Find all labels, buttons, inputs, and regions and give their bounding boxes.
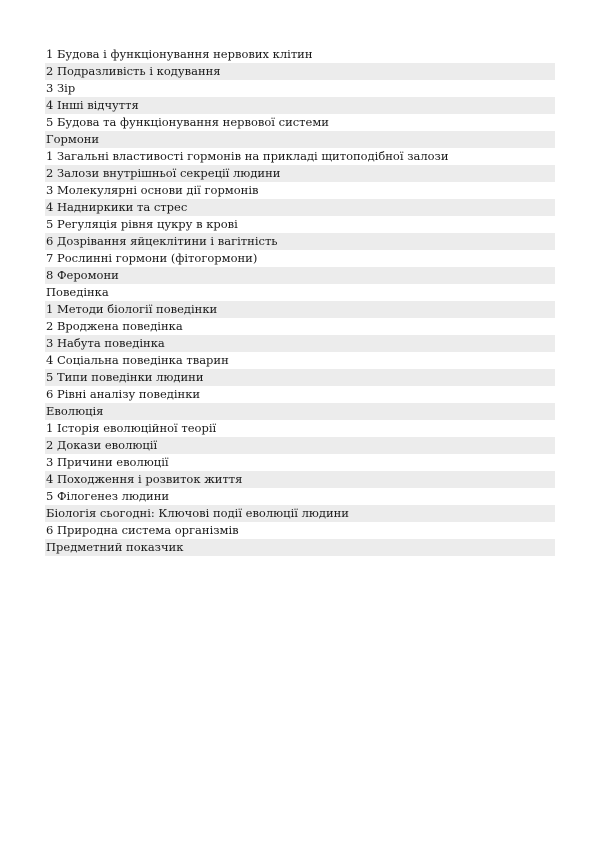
toc-entry[interactable]: 4 Походження і розвиток життя xyxy=(45,471,555,488)
toc-entry[interactable]: 5 Типи поведінки людини xyxy=(45,369,555,386)
toc-entry[interactable]: 1 Історія еволюційної теорії xyxy=(46,421,217,435)
toc-entry[interactable]: 6 Дозрівання яйцеклітини і вагітність xyxy=(45,233,555,250)
toc-entry[interactable]: 2 Подразливість і кодування xyxy=(45,63,555,80)
toc-entry[interactable]: 5 Регуляція рівня цукру в крові xyxy=(46,217,238,231)
toc-entry[interactable]: 3 Причини еволюції xyxy=(46,455,169,469)
toc-entry[interactable]: 6 Природна система організмів xyxy=(46,523,239,537)
toc-section-heading[interactable]: Поведінка xyxy=(46,285,109,299)
toc-entry[interactable]: 6 Рівні аналізу поведінки xyxy=(46,387,201,401)
toc-entry[interactable]: 5 Будова та функціонування нервової системи xyxy=(46,115,329,129)
toc-entry[interactable]: 1 Будова і функціонування нервових клітин xyxy=(46,47,313,61)
toc-entry[interactable]: 2 Докази еволюції xyxy=(45,437,555,454)
toc-entry[interactable]: 3 Зір xyxy=(46,81,76,95)
toc-entry[interactable]: 2 Вроджена поведінка xyxy=(46,319,183,333)
toc-entry[interactable]: 4 Надниркики та стрес xyxy=(45,199,555,216)
toc-index-entry[interactable]: Предметний показчик xyxy=(45,539,555,556)
toc-entry[interactable]: 3 Набута поведінка xyxy=(45,335,555,352)
toc-entry[interactable]: 1 Загальні властивості гормонів на прикладі щитоподібної залози xyxy=(46,149,449,163)
table-of-contents xyxy=(45,46,555,556)
toc-entry[interactable]: 3 Молекулярні основи дії гормонів xyxy=(46,183,259,197)
toc-entry[interactable]: 4 Інші відчуття xyxy=(45,97,555,114)
toc-entry[interactable]: 7 Рослинні гормони (фітогормони) xyxy=(46,251,258,265)
toc-entry[interactable]: 8 Феромони xyxy=(45,267,555,284)
toc-entry[interactable]: 1 Методи біології поведінки xyxy=(45,301,555,318)
toc-section-heading[interactable]: Гормони xyxy=(45,131,555,148)
toc-section-heading[interactable]: Еволюція xyxy=(45,403,555,420)
toc-entry[interactable]: Біологія сьогодні: Ключові події еволюції людини xyxy=(45,505,555,522)
toc-entry[interactable]: 4 Соціальна поведінка тварин xyxy=(46,353,229,367)
toc-entry[interactable]: 5 Філогенез людини xyxy=(46,489,170,503)
toc-entry[interactable]: 2 Залози внутрішньої секреції людини xyxy=(45,165,555,182)
